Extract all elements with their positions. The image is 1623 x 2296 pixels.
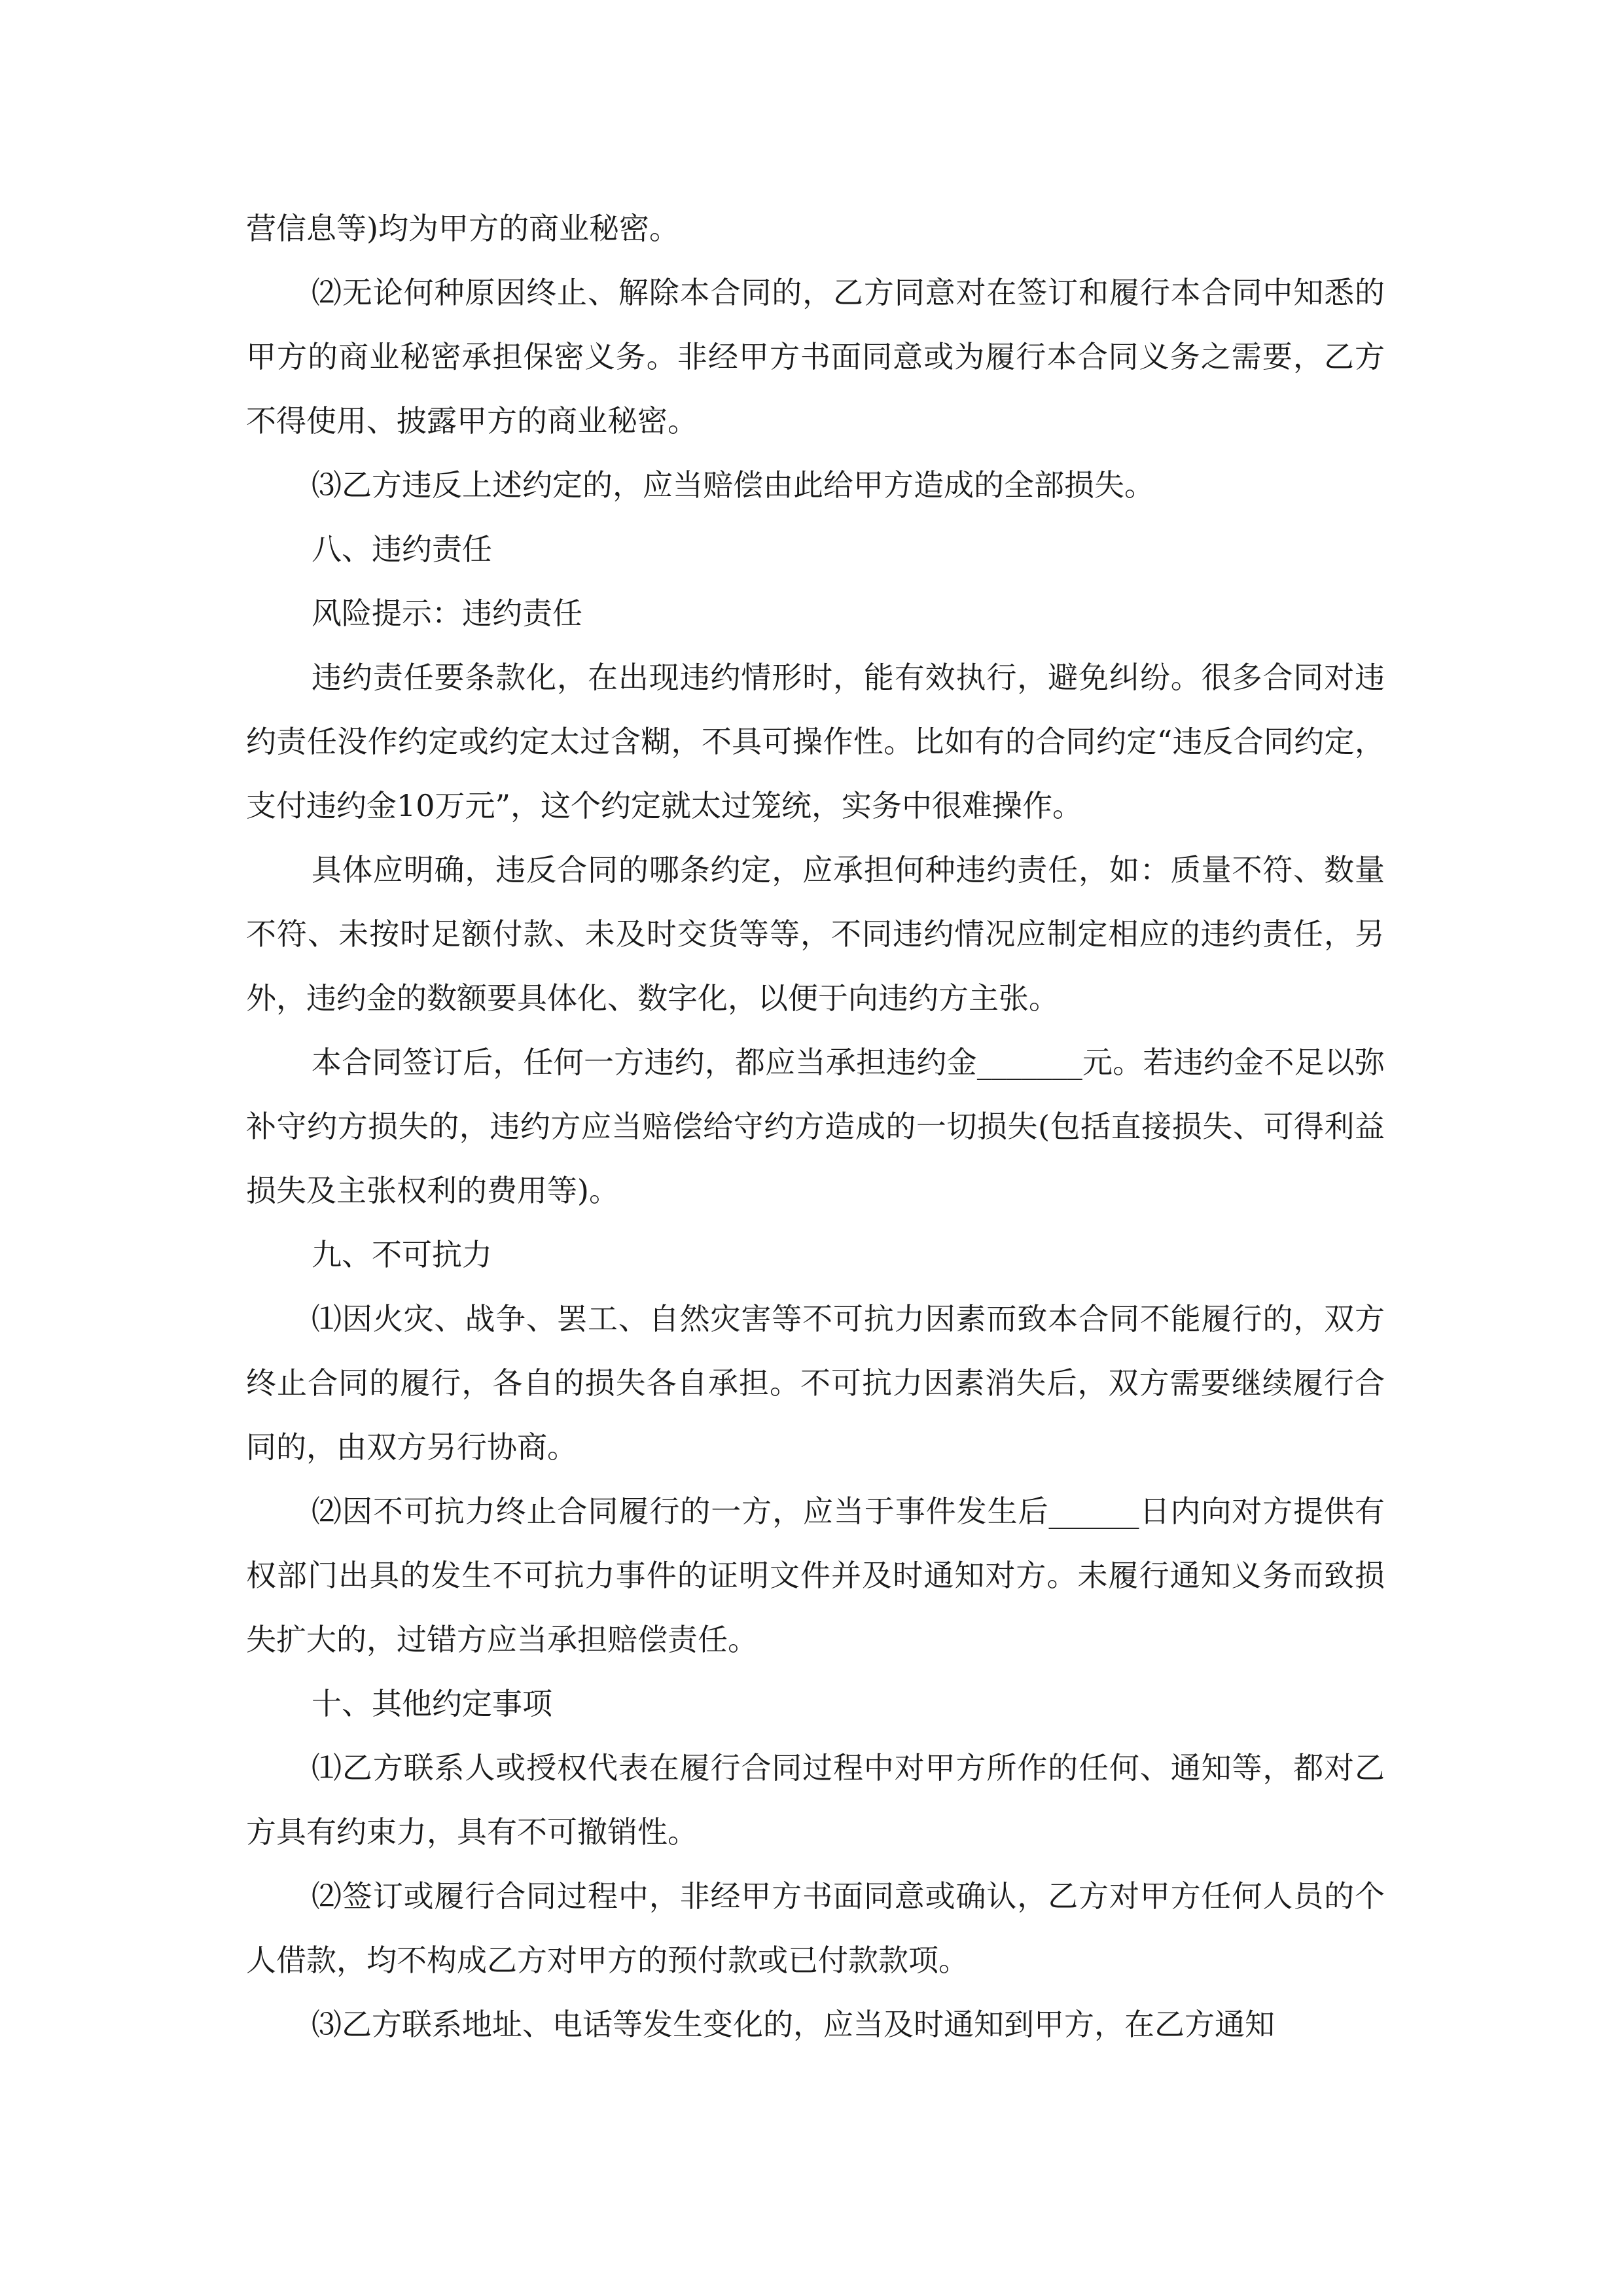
document-body bbox=[246, 196, 1385, 2056]
paragraph-10: ⑴因火灾、战争、罢工、自然灾害等不可抗力因素而致本合同不能履行的，双方终止合同的履行，各自的损失各自承担。不可抗力因素消失后，双方需要继续履行合同的，由双方另行协商。 bbox=[246, 1301, 1385, 1465]
paragraph-11: ⑵因不可抗力终止合同履行的一方，应当于事件发生后______日内向对方提供有权部门出具的发生不可抗力事件的证明文件并及时通知对方。未履行通知义务而致损失扩大的，过错方应当承担赔偿责任。 bbox=[246, 1494, 1385, 1657]
section-heading-other-matters: 十、其他约定事项 bbox=[312, 1686, 552, 1721]
risk-note-heading: 风险提示：违约责任 bbox=[312, 596, 582, 631]
section-heading-breach: 八、违约责任 bbox=[312, 531, 492, 567]
paragraph-14: ⑵签订或履行合同过程中，非经甲方书面同意或确认，乙方对甲方任何人员的个人借款，均不构成乙方对甲方的预付款或已付款款项。 bbox=[246, 1878, 1385, 1978]
paragraph-7: 具体应明确，违反合同的哪条约定，应承担何种违约责任，如：质量不符、数量不符、未按时足额付款、未及时交货等等，不同违约情况应制定相应的违约责任，另外，违约金的数额要具体化、数字化，以便于向违约方主张。 bbox=[246, 852, 1385, 1016]
section-heading-force-majeure: 九、不可抗力 bbox=[312, 1237, 492, 1272]
paragraph-8: 本合同签订后，任何一方违约，都应当承担违约金_______元。若违约金不足以弥补守约方损失的，违约方应当赔偿给守约方造成的一切损失(包括直接损失、可得利益损失及主张权利的费用等)。 bbox=[246, 1045, 1385, 1208]
paragraph-15: ⑶乙方联系地址、电话等发生变化的，应当及时通知到甲方，在乙方通知 bbox=[312, 2007, 1275, 2042]
paragraph-13: ⑴乙方联系人或授权代表在履行合同过程中对甲方所作的任何、通知等，都对乙方具有约束力，具有不可撤销性。 bbox=[246, 1750, 1385, 1850]
paragraph-3: ⑶乙方违反上述约定的，应当赔偿由此给甲方造成的全部损失。 bbox=[312, 467, 1154, 503]
paragraph-1: 营信息等)均为甲方的商业秘密。 bbox=[246, 211, 679, 246]
paragraph-2: ⑵无论何种原因终止、解除本合同的，乙方同意对在签订和履行本合同中知悉的甲方的商业秘密承担保密义务。非经甲方书面同意或为履行本合同义务之需要，乙方不得使用、披露甲方的商业秘密。 bbox=[246, 275, 1385, 439]
paragraph-6: 违约责任要条款化，在出现违约情形时，能有效执行，避免纠纷。很多合同对违约责任没作约定或约定太过含糊，不具可操作性。比如有的合同约定“违反合同约定，支付违约金10万元”，这个约定就太过笼统，实务中很难操作。 bbox=[246, 660, 1385, 823]
